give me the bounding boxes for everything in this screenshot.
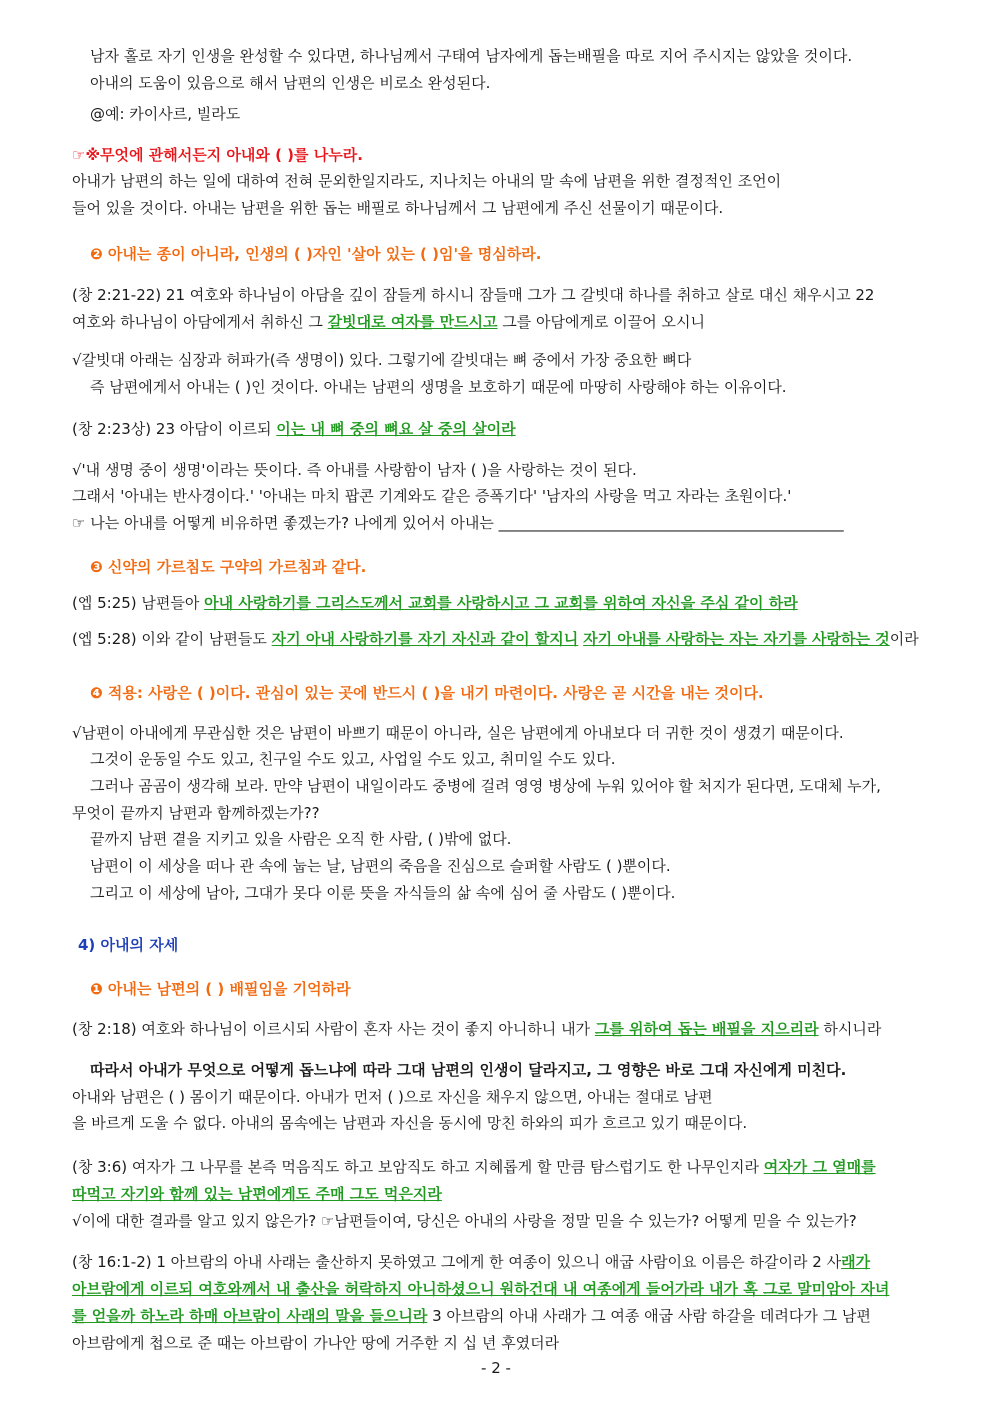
apply-line1: √남편이 아내에게 무관심한 것은 남편이 바쁘기 때문이 아니라, 실은 남편에게 아내보다 더 귀한 것이 생겼기 때문이다.	[72, 724, 844, 742]
text-line: 아내의 도움이 있음으로 해서 남편의 인생은 비로소 완성된다.	[90, 74, 491, 92]
verse-eph-5-25: (엡 5:25) 남편들아 아내 사랑하기를 그리스도께서 교회를 사랑하시고 그 교회를 위하여 자신을 주심 같이 하라	[72, 594, 798, 612]
apply-line3: 그러나 곰곰이 생각해 보라. 만약 남편이 내일이라도 중병에 걸려 영영 병상에 누워 있어야 할 처지가 된다면, 도대체 누가,	[90, 777, 881, 795]
rib-note-line2: 즉 남편에게서 아내는 ( )인 것이다. 아내는 남편의 생명을 보호하기 때문에 마땅히 사랑해야 하는 이유이다.	[90, 378, 787, 396]
question-line: √이에 대한 결과를 알고 있지 않은가? ☞남편들이여, 당신은 아내의 사랑을 정말 믿을 수 있는가? 어떻게 믿을 수 있는가?	[72, 1212, 857, 1230]
verse-gen-3-6-line2: 따먹고 자기와 함께 있는 남편에게도 주매 그도 먹은지라	[72, 1185, 442, 1203]
rib-note-line1: √갈빗대 아래는 심장과 허파가(즉 생명이) 있다. 그렇기에 갈빗대는 뼈 중에서 가장 중요한 뼈다	[72, 351, 692, 369]
apply-line6: 남편이 이 세상을 떠나 관 속에 눕는 날, 남편의 죽음을 진심으로 슬퍼할 사람도 ( )뿐이다.	[90, 857, 671, 875]
verse-gen-16-line3: 를 얻을까 하노라 하매 아브람이 사래의 말을 들으니라 3 아브람의 아내 사래가 그 여종 애굽 사람 하갈을 데려다가 그 남편	[72, 1307, 871, 1325]
therefore-statement: 따라서 아내가 무엇으로 어떻게 돕느냐에 따라 그대 남편의 인생이 달라지고, 그 영향은 바로 그대 자신에게 미친다.	[90, 1061, 847, 1079]
apply-line4: 무엇이 끝까지 남편과 함께하겠는가??	[72, 804, 320, 822]
text-line: 아내와 남편은 ( ) 몸이기 때문이다. 아내가 먼저 ( )으로 자신을 채우지 않으면, 아내는 절대로 남편	[72, 1088, 713, 1106]
verse-gen-16-line1: (창 16:1-2) 1 아브람의 아내 사래는 출산하지 못하였고 그에게 한 여종이 있으니 애굽 사람이요 이름은 하갈이라 2 사래가	[72, 1253, 871, 1271]
life-note-line2: 그래서 '아내는 반사경이다.' '아내는 마치 팝콘 기계와도 같은 증폭기다' '남자의 사랑을 먹고 자라는 초원이다.'	[72, 487, 792, 505]
verse-gen-2-18: (창 2:18) 여호와 하나님이 이르시되 사람이 혼자 사는 것이 좋지 아니하니 내가 그를 위하여 돕는 배필을 지으리라 하시니라	[72, 1020, 882, 1038]
text-line: 을 바르게 도울 수 없다. 아내의 몸속에는 남편과 자신을 동시에 망친 하와의 피가 흐르고 있기 때문이다.	[72, 1114, 748, 1132]
heading-point-4: ❹ 적용: 사랑은 ( )이다. 관심이 있는 곳에 반드시 ( )을 내기 마련이다. 사랑은 곧 시간을 내는 것이다.	[90, 684, 764, 702]
text-line: 들어 있을 것이다. 아내는 남편을 위한 돕는 배필로 하나님께서 그 남편에게 주신 선물이기 때문이다.	[72, 199, 724, 217]
section-4-heading: 4) 아내의 자세	[78, 936, 179, 954]
apply-line7: 그리고 이 세상에 남아, 그대가 못다 이룬 뜻을 자식들의 삶 속에 심어 줄 사람도 ( )뿐이다.	[90, 884, 676, 902]
apply-line5: 끝까지 남편 곁을 지키고 있을 사람은 오직 한 사람, ( )밖에 없다.	[90, 830, 512, 848]
verse-gen-16-line2: 아브람에게 이르되 여호와께서 내 출산을 허락하지 아니하셨으니 원하건대 내 여종에게 들어가라 내가 혹 그로 말미암아 자녀	[72, 1280, 890, 1298]
heading-point-3: ❸ 신약의 가르침도 구약의 가르침과 같다.	[90, 558, 367, 576]
verse-gen-3-6-line1: (창 3:6) 여자가 그 나무를 본즉 먹음직도 하고 보암직도 하고 지혜롭게 할 만큼 탐스럽기도 한 나무인지라 여자가 그 열매를	[72, 1158, 876, 1176]
verse-gen-2-23: (창 2:23상) 23 아담이 이르되 이는 내 뼈 중의 뼈요 살 중의 살이라	[72, 420, 516, 438]
heading-point-2: ❷ 아내는 종이 아니라, 인생의 ( )자인 '살아 있는 ( )임'을 명심하라.	[90, 245, 542, 263]
life-note-line3: ☞ 나는 아내를 어떻게 비유하면 좋겠는가? 나에게 있어서 아내는 ______________________________________________	[72, 514, 844, 532]
share-heading: ☞※무엇에 관해서든지 아내와 ( )를 나누라.	[72, 146, 363, 164]
apply-line2: 그것이 운동일 수도 있고, 친구일 수도 있고, 사업일 수도 있고, 취미일 수도 있다.	[90, 750, 616, 768]
verse-eph-5-28: (엡 5:28) 이와 같이 남편들도 자기 아내 사랑하기를 자기 자신과 같이 할지니 자기 아내를 사랑하는 자는 자기를 사랑하는 것이라	[72, 630, 919, 648]
life-note-line1: √'내 생명 중이 생명'이라는 뜻이다. 즉 아내를 사랑함이 남자 ( )을 사랑하는 것이 된다.	[72, 461, 637, 479]
page-number: - 2 -	[481, 1359, 511, 1377]
text-line: 남자 홀로 자기 인생을 완성할 수 있다면, 하나님께서 구태여 남자에게 돕는배필을 따로 지어 주시지는 않았을 것이다.	[90, 47, 853, 65]
verse-gen-16-line4: 아브람에게 첩으로 준 때는 아브람이 가나안 땅에 거주한 지 십 년 후였더라	[72, 1334, 560, 1352]
verse-gen-2-21-line2: 여호와 하나님이 아담에게서 취하신 그 갈빗대로 여자를 만드시고 그를 아담에게로 이끌어 오시니	[72, 313, 705, 331]
verse-gen-2-21-line1: (창 2:21-22) 21 여호와 하나님이 아담을 깊이 잠들게 하시니 잠들매 그가 그 갈빗대 하나를 취하고 살로 대신 채우시고 22	[72, 286, 875, 304]
heading-point-1: ❶ 아내는 남편의 ( ) 배필임을 기억하라	[90, 980, 351, 998]
text-line: 아내가 남편의 하는 일에 대하여 전혀 문외한일지라도, 지나치는 아내의 말 속에 남편을 위한 결정적인 조언이	[72, 172, 782, 190]
example-line: @예: 카이사르, 빌라도	[90, 105, 241, 123]
